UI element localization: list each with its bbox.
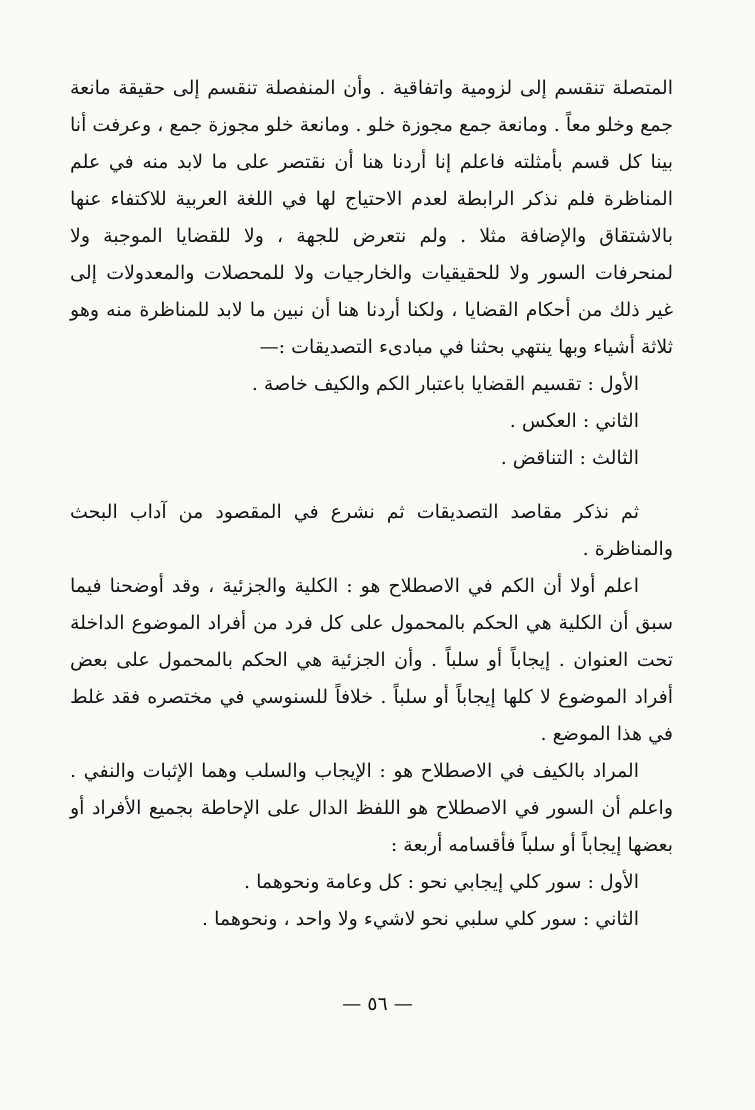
list-item: الأول : تقسيم القضايا باعتبار الكم والكيف خاصة .: [251, 373, 639, 395]
text-line: واعلم أن السور في الاصطلاح هو اللفظ الدال على الإحاطة بجميع الأفراد أو: [70, 797, 673, 819]
text-line: اعلم أولا أن الكم في الاصطلاح هو : الكلية والجزئية ، وقد أوضحنا فيما: [70, 575, 639, 597]
text-line: تحت العنوان . إيجاباً أو سلباً . وأن الجزئية هي الحكم بالمحمول على بعض أفراد: [70, 649, 673, 708]
paragraph-3: [70, 568, 673, 753]
text-line: لمنحرفات السور ولا للحقيقيات والخارجيات ولا للمحصلات والمعدولات إلى: [70, 262, 673, 284]
text-line: وخلو معاً . ومانعة جمع مجوزة خلو . ومانعة خلو مجوزة جمع ، وعرفت أنا: [70, 114, 635, 136]
text-line: غير ذلك من أحكام القضايا ، ولكنا أردنا هنا أن نبين ما لابد للمناظرة منه: [106, 299, 674, 321]
text-line: الموضوع لا كلها إيجاباً أو سلباً . خلافاً للسنوسي في مختصره فقد غلط في هذا: [70, 686, 673, 745]
paragraph-2: [70, 494, 673, 568]
text-line: ثم نذكر مقاصد التصديقات ثم نشرع في المقصود من آداب البحث: [70, 501, 639, 523]
paragraph-gap: [70, 477, 673, 494]
text-line: المناظرة فلم نذكر الرابطة لعدم الاحتياج لها في اللغة العربية للاكتفاء عنها: [70, 188, 673, 210]
list-item: الثالث : التناقض .: [500, 447, 639, 469]
paragraph-4: [70, 753, 673, 864]
text-line: وهو ثلاثة أشياء وبها ينتهي بحثنا في مبادىء التصديقات :—: [70, 299, 673, 358]
list-item: الأول : سور كلي إيجابي نحو : كل وعامة ونحوهما .: [244, 871, 639, 893]
page-number: — ٥٦ —: [342, 993, 413, 1015]
text-line: المراد بالكيف في الاصطلاح هو : الإيجاب والسلب وهما الإثبات والنفي .: [70, 760, 639, 782]
text-line: الموضع .: [540, 723, 611, 745]
text-line: بينا كل قسم بأمثلته فاعلم إنا أردنا هنا أن نقتصر على ما لابد منه في علم: [70, 151, 673, 173]
text-line: سبق أن الكلية هي الحكم بالمحمول على كل فرد من أفراد الموضوع الداخلة: [70, 612, 673, 634]
text-line: المتصلة تنقسم إلى لزومية واتفاقية . وأن المنفصلة تنقسم إلى حقيقة مانعة جمع: [70, 77, 673, 136]
list-item: الثاني : العكس .: [509, 410, 639, 432]
text-line: بعضها إيجاباً أو سلباً فأقسامه أربعة :: [390, 834, 673, 856]
page-body-text: [70, 70, 673, 938]
text-line: والمناظرة .: [582, 538, 673, 560]
list-item: الثاني : سور كلي سلبي نحو لاشيء ولا واحد ، ونحوهما .: [202, 908, 639, 930]
paragraph-1: [70, 70, 673, 366]
text-line: بالاشتقاق والإضافة مثلا . ولم نتعرض للجهة ، ولا للقضايا الموجبة ولا: [70, 225, 673, 247]
